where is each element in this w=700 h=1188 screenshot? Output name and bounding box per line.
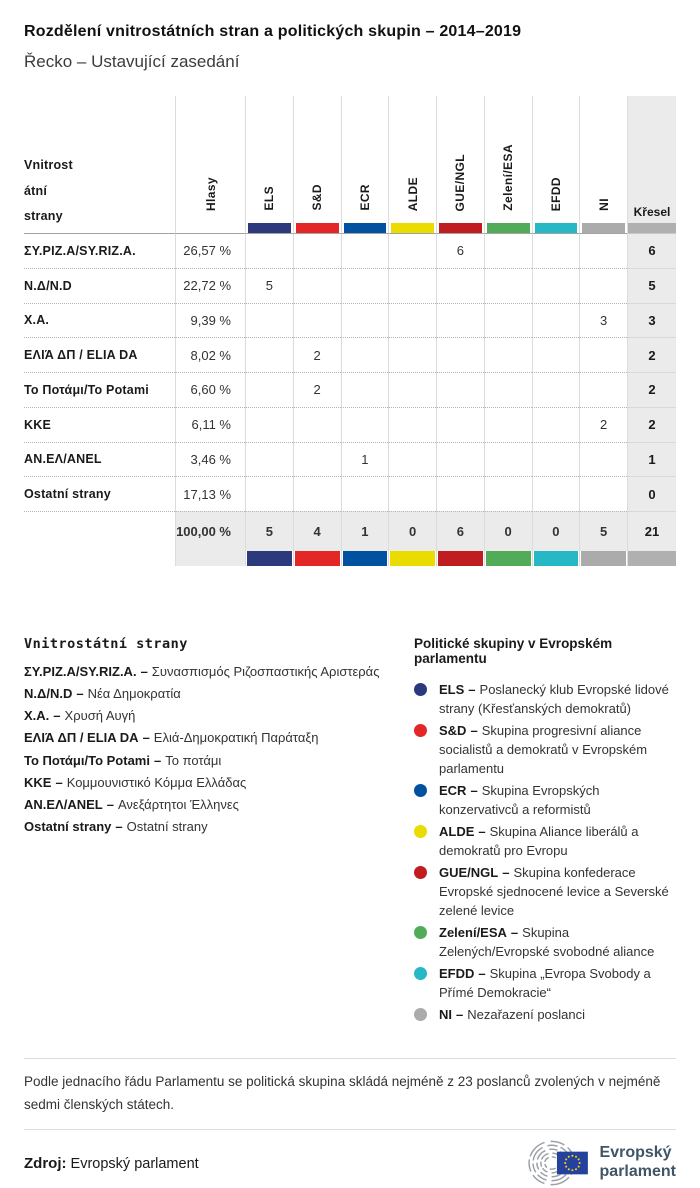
party-column-header-line: Vnitrost [24, 158, 73, 173]
seat-cell [245, 233, 293, 268]
group-legend-desc: Nezařazení poslanci [467, 1007, 586, 1022]
seat-cell [436, 303, 484, 338]
source-label: Zdroj: [24, 1154, 67, 1172]
seat-cell [293, 476, 341, 511]
seat-cell [388, 303, 436, 338]
party-legend [24, 636, 414, 1027]
seat-cell [532, 268, 580, 303]
party-legend-desc: Χρυσή Αυγή [64, 708, 136, 724]
group-legend-item [414, 1005, 676, 1024]
party-legend-desc: Νέα Δημοκρατία [87, 686, 181, 702]
party-legend-name: ΑΝ.ΕΛ/ANEL [24, 796, 103, 812]
group-color-bar [247, 551, 292, 566]
group-column-header-alde: ALDE [388, 96, 436, 233]
total-seats: 21 [627, 511, 676, 551]
party-legend-name: KKE [24, 774, 52, 790]
seat-cell [341, 303, 389, 338]
party-total-seats: 6 [627, 233, 676, 268]
seats-color-bar [628, 223, 676, 233]
total-seat-cell: 0 [484, 511, 532, 551]
party-legend-item [24, 754, 414, 768]
total-seat-cell: 0 [532, 511, 580, 551]
seat-cell [388, 407, 436, 442]
party-column-header-line: átní [24, 183, 48, 198]
group-column-header-ecr: ECR [341, 96, 389, 233]
party-column-header [24, 96, 175, 233]
logo-text-line1: Evropský [599, 1144, 672, 1162]
group-column-header-ni: NI [579, 96, 627, 233]
group-color-bar-cell [388, 551, 436, 566]
total-seat-cell: 5 [245, 511, 293, 551]
group-color-dot [414, 967, 427, 980]
party-votes: 26,57 % [175, 233, 245, 268]
source-value: Evropský parlament [70, 1155, 199, 1172]
total-row-label-cell [24, 511, 175, 551]
party-legend-item [24, 798, 414, 812]
group-color-dot [414, 1008, 427, 1021]
seat-cell [532, 407, 580, 442]
seat-cell [579, 476, 627, 511]
party-name: ΕΛΙΆ ΔΠ / ELIA DA [24, 337, 175, 372]
party-legend-item [24, 665, 414, 679]
group-legend-item [414, 964, 676, 1002]
party-votes: 22,72 % [175, 268, 245, 303]
group-color-bar [343, 551, 388, 566]
group-column-header-els: ELS [245, 96, 293, 233]
party-legend-item [24, 776, 414, 790]
group-color-bar [391, 223, 434, 233]
bar-row-votes-cell [175, 551, 245, 566]
seat-cell [436, 407, 484, 442]
total-seat-cell: 6 [436, 511, 484, 551]
votes-column-label: Hlasy [203, 176, 218, 211]
party-name: Ν.Δ/N.D [24, 268, 175, 303]
seat-cell [245, 303, 293, 338]
seats-color-bar-cell [627, 551, 676, 566]
party-legend-item [24, 687, 414, 701]
seat-cell [293, 303, 341, 338]
group-color-bar [390, 551, 435, 566]
party-legend-name: ΕΛΙΆ ΔΠ / ELIA DA [24, 730, 139, 746]
seat-cell [341, 407, 389, 442]
total-seat-cell: 0 [388, 511, 436, 551]
dash: – [106, 796, 114, 812]
group-legend-item [414, 721, 676, 778]
dash: – [456, 1007, 464, 1022]
party-legend-desc: Συνασπισμός Ριζοσπαστικής Αριστεράς [151, 664, 380, 679]
group-color-bar-cell [579, 551, 627, 566]
group-color-dot [414, 784, 427, 797]
party-total-seats: 5 [627, 268, 676, 303]
party-name: Χ.Α. [24, 303, 175, 338]
seat-cell [532, 303, 580, 338]
party-name: ΑΝ.ΕΛ/ANEL [24, 442, 175, 477]
seat-cell [532, 476, 580, 511]
dash: – [478, 824, 486, 839]
group-color-bar-cell [341, 551, 389, 566]
seat-cell: 1 [341, 442, 389, 477]
group-color-bar-cell [293, 551, 341, 566]
hemicycle-flag-icon [526, 1138, 592, 1188]
seat-cell [293, 442, 341, 477]
seats-column-header: Křesel [627, 96, 676, 233]
dash: – [142, 730, 150, 746]
party-legend-item [24, 820, 414, 834]
party-name: Το Ποτάμι/To Potami [24, 372, 175, 407]
seat-cell [579, 442, 627, 477]
seat-cell [532, 442, 580, 477]
party-name: KKE [24, 407, 175, 442]
group-legend-name: ALDE [439, 824, 475, 839]
group-column-header-zeleni: Zelení/ESA [484, 96, 532, 233]
group-legend-name: Zelení/ESA [439, 925, 507, 940]
group-color-bar [534, 551, 579, 566]
divider [24, 1129, 676, 1130]
group-legend-desc: Skupina konfederace Evropské sjednocené levice a Severské zelené levice [439, 865, 669, 918]
group-legend-desc: Poslanecký klub Evropské lidové strany (Křesťanských demokratů) [439, 682, 669, 716]
seat-cell [484, 407, 532, 442]
group-legend-name: S&D [439, 723, 467, 738]
votes-column-header [175, 96, 245, 233]
party-legend-name: Χ.Α. [24, 708, 50, 724]
dash: – [140, 664, 148, 679]
dash: – [470, 723, 478, 738]
group-color-bar-cell [245, 551, 293, 566]
seat-cell [293, 233, 341, 268]
seat-cell [532, 337, 580, 372]
group-color-bar-cell [484, 551, 532, 566]
group-color-bar [535, 223, 578, 233]
party-name: ΣΥ.ΡΙΖ.Α/SY.RIZ.A. [24, 233, 175, 268]
seat-cell [245, 476, 293, 511]
page-title: Rozdělení vnitrostátních stran a politických skupin – 2014–2019 [24, 23, 522, 40]
total-seat-cell: 4 [293, 511, 341, 551]
party-legend-desc: Ελιά-Δημοκρατική Παράταξη [153, 730, 319, 746]
seat-cell [341, 337, 389, 372]
seat-cell [436, 268, 484, 303]
party-total-seats: 1 [627, 442, 676, 477]
group-legend-item [414, 822, 676, 860]
seat-cell [579, 337, 627, 372]
group-legend-name: EFDD [439, 966, 475, 981]
seat-cell [341, 476, 389, 511]
party-legend-item [24, 709, 414, 723]
group-color-bar [438, 551, 483, 566]
seat-cell [341, 268, 389, 303]
group-color-bar [581, 551, 626, 566]
group-legend-name: ELS [439, 682, 465, 697]
group-color-bar [582, 223, 625, 233]
divider [24, 1058, 676, 1059]
seat-cell [484, 303, 532, 338]
party-votes: 17,13 % [175, 476, 245, 511]
seat-cell [388, 372, 436, 407]
party-legend-title: Vnitrostátní strany [24, 636, 188, 652]
group-color-dot [414, 724, 427, 737]
group-legend-desc: Skupina Evropských konzervativců a reformistů [439, 783, 600, 817]
group-color-bar [344, 223, 387, 233]
seat-cell [388, 476, 436, 511]
party-votes: 3,46 % [175, 442, 245, 477]
group-legend [414, 636, 676, 1027]
seat-cell [245, 407, 293, 442]
total-seat-cell: 5 [579, 511, 627, 551]
seat-cell [388, 233, 436, 268]
party-votes: 6,60 % [175, 372, 245, 407]
dash: – [153, 752, 162, 768]
party-legend-name: Ν.Δ/N.D [24, 686, 73, 702]
seat-cell [579, 233, 627, 268]
party-column-header-line: strany [24, 209, 63, 224]
group-color-bar [439, 223, 482, 233]
dash: – [55, 774, 63, 790]
dash: – [115, 818, 123, 834]
seat-cell [484, 442, 532, 477]
party-name: Ostatní strany [24, 476, 175, 511]
seat-cell [245, 442, 293, 477]
page-subtitle: Řecko – Ustavující zasedání [24, 52, 240, 71]
group-legend-name: NI [439, 1007, 452, 1022]
seat-cell [484, 372, 532, 407]
dash: – [470, 783, 478, 798]
seat-cell [388, 268, 436, 303]
seat-cell [388, 442, 436, 477]
seat-cell [436, 442, 484, 477]
seat-cell [484, 476, 532, 511]
seat-cell [579, 372, 627, 407]
group-legend-item [414, 923, 676, 961]
dash: – [502, 865, 510, 880]
group-legend-item [414, 863, 676, 920]
dash: – [53, 708, 61, 724]
seat-cell: 6 [436, 233, 484, 268]
party-legend-desc: Κομμουνιστικό Κόμμα Ελλάδας [66, 774, 247, 790]
seat-cell [484, 233, 532, 268]
seat-cell [532, 233, 580, 268]
party-legend-desc: Ostatní strany [126, 818, 208, 834]
party-votes: 6,11 % [175, 407, 245, 442]
group-legend-name: ECR [439, 783, 467, 798]
seat-cell [293, 268, 341, 303]
group-color-bar-cell [436, 551, 484, 566]
group-column-header-sd: S&D [293, 96, 341, 233]
party-legend-name: Το Ποτάμι/To Potami [24, 752, 150, 768]
group-color-bar-cell [532, 551, 580, 566]
group-color-bar [487, 223, 530, 233]
source-row [24, 1138, 676, 1188]
seat-cell [436, 476, 484, 511]
seat-cell [579, 268, 627, 303]
results-table [24, 96, 676, 566]
dash: – [76, 686, 84, 702]
party-legend-item [24, 731, 414, 745]
logo-text-line2: parlament [599, 1163, 676, 1181]
total-votes: 100,00 % [175, 511, 245, 551]
logo-text [600, 1144, 676, 1182]
party-total-seats: 2 [627, 407, 676, 442]
seat-cell: 2 [579, 407, 627, 442]
seats-color-bar [628, 551, 676, 566]
dash: – [510, 925, 519, 940]
footnote: Podle jednacího řádu Parlamentu se politická skupina skládá nejméně z 23 poslanců zvolených v nejméně sedmi členských státech. [24, 1074, 661, 1112]
total-seat-cell: 1 [341, 511, 389, 551]
group-legend-desc: Skupina Aliance liberálů a demokratů pro Evropu [439, 824, 639, 858]
group-color-dot [414, 825, 427, 838]
seat-cell [341, 372, 389, 407]
seat-cell [293, 407, 341, 442]
seat-cell [245, 372, 293, 407]
party-legend-name: Ostatní strany [24, 818, 112, 834]
party-votes: 8,02 % [175, 337, 245, 372]
seat-cell: 3 [579, 303, 627, 338]
group-color-dot [414, 926, 427, 939]
party-total-seats: 0 [627, 476, 676, 511]
source [24, 1155, 199, 1172]
group-legend-desc: Skupina Zelených/Evropské svobodné aliance [439, 925, 655, 959]
group-column-header-guengl: GUE/NGL [436, 96, 484, 233]
party-votes: 9,39 % [175, 303, 245, 338]
group-color-bar [486, 551, 531, 566]
group-legend-item [414, 680, 676, 718]
legends [24, 636, 676, 1027]
dash: – [468, 682, 476, 697]
group-color-dot [414, 683, 427, 696]
party-legend-desc: Ανεξάρτητοι Έλληνες [117, 796, 239, 812]
party-total-seats: 3 [627, 303, 676, 338]
bar-row-spacer [24, 551, 175, 566]
group-color-bar [248, 223, 291, 233]
party-total-seats: 2 [627, 372, 676, 407]
seat-cell [484, 337, 532, 372]
group-legend-name: GUE/NGL [439, 865, 499, 880]
dash: – [478, 966, 486, 981]
seat-cell: 2 [293, 372, 341, 407]
group-legend-desc: Skupina progresivní aliance socialistů a demokratů v Evropském parlamentu [439, 723, 648, 776]
group-legend-item [414, 781, 676, 819]
seat-cell [484, 268, 532, 303]
seat-cell [245, 337, 293, 372]
group-color-bar [295, 551, 340, 566]
group-column-header-efdd: EFDD [532, 96, 580, 233]
seat-cell [436, 337, 484, 372]
seat-cell: 2 [293, 337, 341, 372]
european-parliament-logo [526, 1138, 676, 1188]
group-legend-title: Politické skupiny v Evropském parlamentu [414, 636, 613, 666]
group-color-bar [296, 223, 339, 233]
party-legend-name: ΣΥ.ΡΙΖ.Α/SY.RIZ.A. [24, 664, 137, 679]
party-total-seats: 2 [627, 337, 676, 372]
seat-cell: 5 [245, 268, 293, 303]
party-legend-desc: Το ποτάμι [165, 752, 222, 768]
seat-cell [436, 372, 484, 407]
group-color-dot [414, 866, 427, 879]
group-legend-desc: Skupina „Evropa Svobody a Přímé Demokracie“ [439, 966, 651, 1000]
seat-cell [532, 372, 580, 407]
seat-cell [388, 337, 436, 372]
seat-cell [341, 233, 389, 268]
